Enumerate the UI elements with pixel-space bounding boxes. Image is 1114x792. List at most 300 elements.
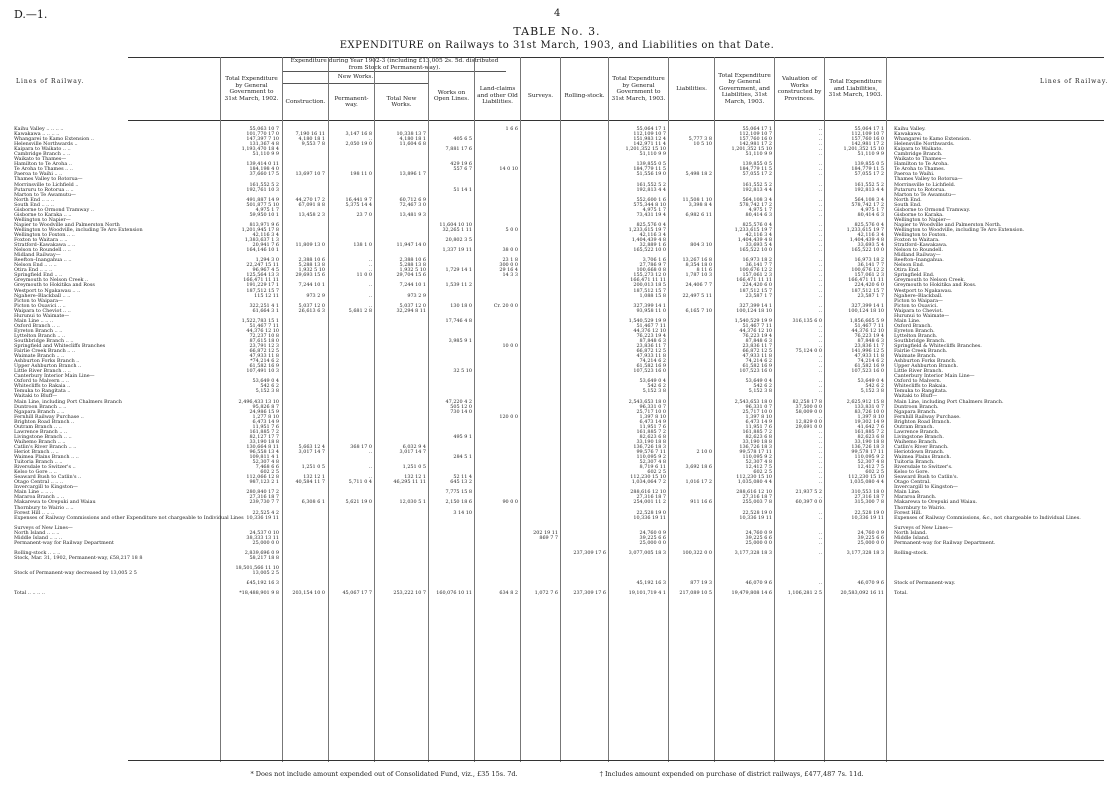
- cell-name: Napier to Woodville and Palmerston North: [14, 221, 120, 228]
- cell-perm: 5,375 14 4: [345, 201, 372, 208]
- cell-rname: Makarewa to Orepuki and Waiau.: [894, 499, 978, 506]
- cell-egt: 22,528 19 0: [742, 509, 772, 516]
- cell-name: Picton to Ouavici .. ..: [14, 302, 66, 309]
- cell-total: 66,872 12 5: [249, 348, 279, 355]
- cell-gtot: 107,523 16 0: [633, 368, 666, 375]
- cell-constr: 11,809 13 0: [295, 242, 325, 249]
- cell-total: 101,770 17 0: [246, 131, 279, 138]
- cell-land: 38 0 0: [502, 247, 518, 254]
- cell-tel: 184,779 11 5: [851, 166, 884, 173]
- cell-name: North End .. .. ..: [14, 196, 55, 203]
- cell-val: ..: [818, 237, 822, 244]
- cell-liab: 100,322 0 0: [682, 549, 712, 556]
- cell-tel: 157,061 2 3: [854, 272, 884, 279]
- cell-tel: 2,625,912 15 8: [846, 398, 884, 405]
- cell-name: Waihemo Branch .. ..: [14, 438, 66, 445]
- cell-perm: ..: [368, 464, 372, 471]
- cell-val: ..: [818, 327, 822, 334]
- cell-egt: 1,404,439 4 8: [737, 237, 772, 244]
- cell-rname: Canterbury Interior Main Line—: [894, 373, 975, 380]
- cell-open: 52 11 4: [453, 474, 472, 481]
- cell-total: 192,761 10 3: [246, 186, 279, 193]
- cell-tnw: 7,244 10 1: [399, 282, 426, 289]
- cell-gtot: 602 2 5: [647, 469, 666, 476]
- cell-tel: 55,064 17 1: [854, 126, 884, 132]
- cell-rname: Ashburton Forks Branch.: [894, 358, 957, 365]
- cell-constr: 973 2 9: [306, 292, 325, 299]
- cell-liab: 5,498 18 2: [685, 171, 712, 178]
- cell-egt: 157,760 16 0: [739, 136, 772, 143]
- cell-open: 160,076 10 11: [436, 590, 472, 597]
- cell-gtot: 161,885 7 2: [636, 428, 666, 435]
- cell-egt: 66,872 12 5: [742, 348, 772, 355]
- cell-val: ..: [818, 454, 822, 461]
- cell-tel: 1,035,080 4 4: [849, 479, 884, 486]
- cell-rname: Helensville Northwards.: [894, 141, 955, 148]
- cell-liab: 3,398 8 4: [688, 201, 712, 208]
- cell-tnw: 973 2 9: [407, 292, 426, 299]
- cell-gtot: 6,473 14 9: [639, 418, 666, 425]
- header-permanent-way: Permanent-way.: [328, 84, 374, 120]
- cell-tel: 33,190 18 8: [854, 438, 884, 445]
- cell-tel: 25,000 0 0: [857, 539, 884, 546]
- cell-rname: Temuka to Rangitata.: [894, 388, 948, 395]
- cell-open: 505 12 0: [450, 403, 472, 410]
- cell-tel: 161,552 5 2: [854, 181, 884, 188]
- cell-name: Fernhill Railway Purchase ..: [14, 413, 84, 420]
- cell-val: ..: [818, 474, 822, 481]
- cell-val: 60,397 0 0: [795, 499, 822, 506]
- cell-gtot: 139,855 0 5: [636, 161, 666, 168]
- cell-rname: Reefton–Inangahua.: [894, 257, 944, 264]
- cell-tnw: 6,032 9 4: [402, 443, 426, 450]
- cell-total: 602 2 5: [260, 469, 279, 476]
- cell-val: 316,135 6 0: [792, 317, 822, 324]
- cell-constr: 26,613 6 3: [298, 307, 325, 314]
- header-total-exp-liab: Total Expenditure by General Government, and Liabilities, 31st March, 1903.: [714, 58, 774, 120]
- cell-tel: 165,522 10 0: [851, 247, 884, 254]
- cell-liab: 217,089 10 5: [679, 590, 712, 597]
- cell-val: ..: [818, 307, 822, 314]
- header-works-open: Works on Open Lines.: [428, 72, 474, 120]
- cell-gtot: 53,649 0 4: [639, 378, 666, 385]
- cell-val: ..: [818, 272, 822, 279]
- cell-open: 32,265 1 11: [442, 226, 472, 233]
- cell-gtot: 32,889 1 6: [639, 242, 666, 249]
- cell-tnw: 11,604 6 8: [399, 141, 426, 148]
- cell-egt: 82,623 6 8: [745, 433, 772, 440]
- cell-tel: 187,512 15 7: [851, 287, 884, 294]
- cell-roll: 237,309 17 6: [573, 549, 606, 556]
- cell-rname: Kelso to Gore.: [894, 469, 930, 476]
- cell-rname: Kaihu Valley.: [894, 126, 926, 132]
- cell-tel: 107,523 16 0: [851, 368, 884, 375]
- cell-tel: 100,124 18 10: [848, 307, 884, 314]
- footnotes: [0, 770, 1114, 778]
- cell-tel: 51,110 9 9: [857, 151, 884, 158]
- cell-egt: 12,412 7 5: [745, 464, 772, 471]
- cell-name: Otago Central .. .. ..: [14, 479, 64, 486]
- cell-open: 2,150 18 6: [445, 499, 472, 506]
- cell-total: 95,826 8 7: [252, 403, 279, 410]
- cell-tel: 4,975 1 7: [860, 206, 884, 213]
- cell-tel: 27,316 18 7: [854, 494, 884, 501]
- header-total-exp-1902: Total Expenditure by General Government to 31st March, 1902.: [220, 58, 282, 120]
- cell-total: 25,000 0 0: [252, 539, 279, 546]
- cell-tel: 57,055 17 2: [854, 171, 884, 178]
- cell-tnw: 32,294 8 11: [396, 307, 426, 314]
- cell-tnw: 13,481 9 3: [399, 211, 426, 218]
- cell-rname: Midland Railway—: [894, 252, 941, 259]
- cell-tel: 166,471 11 11: [848, 277, 884, 284]
- cell-val: ..: [818, 343, 822, 350]
- cell-val: ..: [818, 262, 822, 269]
- cell-rname: Oxford to Malvern.: [894, 378, 942, 385]
- page-number: 4: [554, 8, 561, 19]
- cell-rname: Otago Central.: [894, 479, 931, 486]
- header-total-exp-and-liab: Total Expenditure and Liabilities, 31st March, 1903.: [824, 58, 886, 120]
- cell-perm: ..: [368, 267, 372, 274]
- cell-rname: Westport to Ngakawau.: [894, 287, 953, 294]
- cell-egt: 578,742 17 2: [739, 201, 772, 208]
- cell-tel: 47,933 11 8: [854, 353, 884, 360]
- cell-constr: 1,932 5 10: [298, 267, 325, 274]
- cell-val: ..: [818, 196, 822, 203]
- cell-egt: 825,576 0 4: [742, 221, 772, 228]
- cell-egt: 165,522 10 0: [739, 247, 772, 254]
- cell-gtot: 33,190 18 8: [636, 438, 666, 445]
- cell-tel: 327,399 14 1: [851, 302, 884, 309]
- cell-val: ..: [818, 529, 822, 536]
- cell-egt: 1,540,529 19 9: [734, 317, 772, 324]
- cell-val: ..: [818, 337, 822, 344]
- cell-egt: 47,933 11 8: [742, 353, 772, 360]
- cell-gtot: 42,116 3 4: [639, 231, 666, 238]
- cell-egt: 10,336 19 11: [739, 514, 772, 521]
- cell-total: 42,116 3 4: [252, 231, 279, 238]
- cell-rname: Greymouth to Hokitika and Ross.: [894, 282, 977, 289]
- cell-tel: 23,587 1 7: [857, 292, 884, 299]
- cell-tnw: 12,030 5 1: [399, 499, 426, 506]
- cell-rname: Seaward Bush to Catlin's.: [894, 474, 959, 481]
- cell-name: Middle Island .. .. ..: [14, 534, 63, 541]
- cell-gtot: 552,600 1 6: [636, 196, 666, 203]
- cell-gtot: 112,109 10 7: [633, 131, 666, 138]
- cell-liab: 13,267 16 8: [682, 257, 712, 264]
- cell-liab: 5,777 3 8: [688, 136, 712, 143]
- cell-val: ..: [818, 433, 822, 440]
- cell-tel: 44,376 12 10: [851, 327, 884, 334]
- cell-egt: 39,225 6 6: [745, 534, 772, 541]
- cell-land: 10 0 0: [502, 343, 518, 350]
- cell-val: 29,691 0 0: [795, 423, 822, 430]
- cell-perm: 5,711 0 4: [348, 479, 372, 486]
- cell-name: Lawrence Branch .. ..: [14, 428, 68, 435]
- cell-egt: 100,124 18 10: [736, 307, 772, 314]
- cell-tel: 542 6 2: [865, 383, 884, 390]
- cell-open: 3,985 9 1: [448, 337, 472, 344]
- cell-name: Midland Railway—: [14, 252, 61, 259]
- cell-tel: 46,070 9 6: [857, 580, 884, 587]
- cell-gtot: 5,152 3 8: [642, 388, 666, 395]
- cell-name: Wellington to Woodville, including Te Aro Extension: [14, 226, 143, 233]
- cell-perm: ..: [368, 302, 372, 309]
- cell-constr: 7,244 10 1: [298, 282, 325, 289]
- cell-tel: 36,141 7 7: [857, 262, 884, 269]
- cell-total: 58,217 18 8: [249, 554, 279, 561]
- cell-name: Riversdale to Switzer's ..: [14, 464, 76, 471]
- cell-rname: Fernhill Railway Purchase.: [894, 413, 961, 420]
- cell-land: Cr. 20 0 0: [493, 302, 518, 309]
- cell-egt: 11,951 7 6: [745, 423, 772, 430]
- cell-liab: 11,508 1 10: [682, 196, 712, 203]
- cell-rname: Livingstone Branch.: [894, 433, 944, 440]
- cell-name: Livingstone Branch .. ..: [14, 433, 72, 440]
- cell-val: ..: [818, 221, 822, 228]
- cell-egt: 76,223 19 4: [742, 332, 772, 339]
- cell-val: ..: [818, 322, 822, 329]
- cell-egt: 166,471 11 11: [736, 277, 772, 284]
- cell-rname: Marton to Te Awamutu—: [894, 191, 956, 198]
- cell-rname: Kaipara to Waikato.: [894, 146, 943, 153]
- cell-total: 52,307 4 8: [252, 459, 279, 466]
- cell-total: 1,522,783 15 1: [241, 317, 279, 324]
- cell-gtot: 8,719 6 11: [639, 464, 666, 471]
- cell-rname: Main Line, including Port Chalmers Branch.: [894, 398, 1004, 405]
- cell-open: 429 19 6: [450, 161, 472, 168]
- cell-val: ..: [818, 353, 822, 360]
- cell-total: 4,975 1 7: [255, 206, 279, 213]
- cell-land: 14 3 3: [502, 272, 518, 279]
- cell-egt: 16,973 18 2: [742, 257, 772, 264]
- cell-liab: 2 10 0: [696, 449, 712, 455]
- cell-total: 131,367 4 8: [249, 141, 279, 148]
- cell-name: Whangarei to Kamo Extension ..: [14, 136, 94, 143]
- cell-gtot: 61,582 16 9: [636, 363, 666, 370]
- cell-tel: 310,553 18 0: [851, 489, 884, 496]
- header-new-works: New Works.: [282, 72, 428, 84]
- cell-rname: Fairlie Creek Branch.: [894, 348, 948, 355]
- cell-tel: 82,623 6 8: [857, 433, 884, 440]
- cell-liab: 3,692 18 6: [685, 464, 712, 471]
- page-code: D.—1.: [14, 8, 48, 21]
- cell-name: Reefton–Inangahua .. ..: [14, 257, 72, 264]
- cell-val: ..: [818, 131, 822, 138]
- header-construction: Construction.: [282, 84, 328, 120]
- cell-name: Waimea Plains Branch .. ..: [14, 454, 79, 461]
- cell-total: 11,951 7 6: [252, 423, 279, 430]
- cell-name: Whitecliffs to Rakaia ..: [14, 383, 71, 390]
- cell-tel: 1,233,615 19 7: [846, 226, 884, 233]
- cell-tel: 16,973 18 2: [854, 257, 884, 264]
- cell-land: 90 0 0: [502, 499, 518, 506]
- cell-rname: Tuitoria Branch.: [894, 459, 935, 466]
- cell-tel: 24,760 0 9: [857, 529, 884, 536]
- cell-egt: 53,649 0 4: [745, 378, 772, 385]
- cell-egt: 4,975 1 7: [748, 206, 772, 213]
- cell-egt: 142,981 17 2: [739, 141, 772, 148]
- cell-rname: Permanent-way for Railway Department.: [894, 539, 996, 546]
- cell-egt: 107,523 16 0: [739, 368, 772, 375]
- cell-name: Cambridge Branch .. ..: [14, 151, 71, 158]
- cell-rname: Southbridge Branch.: [894, 337, 946, 344]
- cell-total: 147,397 7 10: [246, 136, 279, 143]
- cell-name: Gisborne to Karaka .. ..: [14, 211, 72, 218]
- cell-rname: Forest Hill.: [894, 509, 922, 516]
- cell-val: ..: [818, 186, 822, 193]
- cell-egt: 161,552 5 2: [742, 181, 772, 188]
- cell-total: *18,488,901 9 8: [239, 590, 279, 597]
- cell-total: 280,840 17 2: [246, 489, 279, 496]
- cell-total: 22,525 4 2: [252, 509, 279, 516]
- cell-name: Putaruru to Rotorua .. ..: [14, 186, 74, 193]
- cell-liab: 877 19 3: [690, 580, 712, 587]
- cell-total: 24,986 15 9: [249, 408, 279, 415]
- cell-tnw: 11,947 14 0: [396, 242, 426, 249]
- cell-name: North Island .. .. ..: [14, 529, 60, 536]
- cell-gtot: 45,192 16 3: [636, 580, 666, 587]
- cell-tel: 33,693 5 4: [857, 242, 884, 249]
- cell-val: ..: [818, 378, 822, 385]
- cell-name: Brighton Road Branch ..: [14, 418, 75, 425]
- cell-open: 1,337 19 11: [442, 247, 472, 254]
- cell-perm: 3,147 16 8: [345, 131, 372, 138]
- cell-total: 1,201,945 17 8: [241, 226, 279, 233]
- cell-val: ..: [818, 388, 822, 395]
- cell-liab: 911 16 6: [690, 499, 712, 506]
- cell-liab: 804 3 10: [690, 242, 712, 249]
- cell-gtot: 73,431 19 4: [636, 211, 666, 218]
- cell-tel: 74,214 6 2: [857, 358, 884, 365]
- cell-name: Hamilton to Te Aroha ..: [14, 161, 72, 168]
- cell-rname: Cambridge Branch.: [894, 151, 943, 158]
- cell-total: 1,193,470 18 4: [241, 146, 279, 153]
- cell-tel: 564,108 3 4: [854, 196, 884, 203]
- cell-val: ..: [818, 413, 822, 420]
- cell-total: 47,933 11 8: [249, 353, 279, 360]
- cell-land: 5 0 0: [505, 226, 518, 233]
- cell-rname: Gisborne to Karaka.: [894, 211, 944, 218]
- cell-egt: 55,064 17 1: [742, 126, 772, 132]
- cell-egt: 542 6 2: [753, 383, 772, 390]
- cell-total: 96,558 13 4: [249, 449, 279, 455]
- cell-tel: 602 2 5: [865, 469, 884, 476]
- cell-name: Greymouth to Nelson Creek ..: [14, 277, 89, 284]
- header-exp-during-year: Expenditure during Year 1902-3 (including £13,005 2s. 5d. distributed from Stock of Permanent-way).: [282, 58, 506, 72]
- cell-egt: 25,000 0 0: [745, 539, 772, 546]
- cell-name: Surveys of New Lines—: [14, 524, 73, 531]
- cell-val: 75,124 0 0: [795, 348, 822, 355]
- cell-egt: 23,587 1 7: [745, 292, 772, 299]
- cell-open: 3 14 10: [453, 509, 472, 516]
- cell-gtot: 55,064 17 1: [636, 126, 666, 132]
- cell-name: Helensville Northwards ..: [14, 141, 78, 148]
- cell-tnw: 46,295 11 11: [393, 479, 426, 486]
- cell-rname: Oxford Branch.: [894, 322, 932, 329]
- cell-egt: 46,070 9 6: [745, 580, 772, 587]
- cell-perm: ..: [368, 449, 372, 455]
- cell-name: Canterbury Interior Main Line—: [14, 373, 95, 380]
- cell-tnw: 60,712 6 9: [399, 196, 426, 203]
- cell-perm: 198 11 0: [350, 171, 372, 178]
- cell-name: Waikato to Thames—: [14, 156, 67, 163]
- cell-name: Wellington to Napier—: [14, 216, 71, 223]
- cell-val: ..: [818, 267, 822, 274]
- cell-total: 10,336 19 11: [246, 514, 279, 521]
- cell-rname: Waitaki to Bluff—: [894, 393, 938, 400]
- cell-constr: 1,251 0 5: [301, 464, 325, 471]
- cell-rname: Hurunui to Waimate—: [894, 312, 950, 319]
- cell-val: ..: [818, 449, 822, 455]
- cell-gtot: 1,397 8 10: [639, 413, 666, 420]
- cell-tel: 61,582 16 9: [854, 363, 884, 370]
- cell-rname: Stock of Permanent-way.: [894, 580, 956, 587]
- cell-rname: Napier to Woodville and Palmerston North.: [894, 221, 1002, 228]
- cell-tel: 22,528 19 0: [854, 509, 884, 516]
- cell-name: Expenses of Railway Commissions and other Expenditure not chargeable to Individual Lines: [14, 514, 244, 521]
- cell-total: 109,811 4 1: [249, 454, 279, 461]
- cell-tel: 5,152 3 8: [860, 388, 884, 395]
- table-header: [128, 57, 1104, 121]
- cell-rname: Brighton Road Branch.: [894, 418, 952, 425]
- cell-rname: Waipara to Cheviot.: [894, 307, 943, 314]
- cell-egt: 25,717 10 0: [742, 408, 772, 415]
- cell-gtot: 1,034,064 7 2: [631, 479, 666, 486]
- cell-gtot: 4,975 1 7: [642, 206, 666, 213]
- cell-gtot: 47,933 11 8: [636, 353, 666, 360]
- cell-name: Nelson to Roundell .. ..: [14, 247, 71, 254]
- cell-val: ..: [818, 181, 822, 188]
- cell-roll: 237,309 17 6: [573, 590, 606, 597]
- cell-egt: 288,616 12 10: [736, 489, 772, 496]
- cell-gtot: 11,951 7 6: [639, 423, 666, 430]
- cell-gtot: 87,848 6 3: [639, 337, 666, 344]
- cell-val: 82,258 17 8: [792, 398, 822, 405]
- cell-surv: 1,072 7 6: [534, 590, 558, 597]
- cell-tel: 53,649 0 4: [857, 378, 884, 385]
- cell-rname: Gisborne to Ormond Tramway.: [894, 206, 971, 213]
- cell-name: Little River Branch .. ..: [14, 368, 71, 375]
- cell-total: 164,146 10 1: [246, 247, 279, 254]
- cell-egt: 57,055 17 2: [742, 171, 772, 178]
- cell-val: ..: [818, 443, 822, 450]
- cell-total: 61,664 3 1: [252, 307, 279, 314]
- cell-constr: 5,288 13 8: [298, 262, 325, 269]
- cell-egt: 139,855 0 5: [742, 161, 772, 168]
- cell-gtot: 2,543,653 18 0: [628, 398, 666, 405]
- cell-constr: 4,180 18 1: [298, 136, 325, 143]
- cell-name: Outram Branch .. ..: [14, 423, 62, 430]
- cell-perm: ..: [368, 282, 372, 289]
- cell-land: 23 1 8: [502, 257, 518, 264]
- cell-val: ..: [818, 428, 822, 435]
- cell-gtot: 142,971 11 4: [633, 141, 666, 148]
- cell-gtot: 25,717 10 0: [636, 408, 666, 415]
- cell-gtot: 575,344 8 10: [633, 201, 666, 208]
- cell-rname: South End.: [894, 201, 922, 208]
- cell-rname: Picton to Waipara—: [894, 297, 943, 304]
- cell-total: £45,192 16 3: [246, 580, 279, 587]
- cell-total: 27,316 18 7: [249, 494, 279, 501]
- cell-total: 22,247 15 11: [246, 262, 279, 269]
- cell-name: Oxford to Malvern .. ..: [14, 378, 69, 385]
- cell-open: 730 14 0: [450, 408, 472, 415]
- cell-name: Westport to Ngakawau .. ..: [14, 287, 81, 294]
- cell-val: ..: [818, 136, 822, 143]
- cell-gtot: 27,786 9 7: [639, 262, 666, 269]
- cell-perm: ..: [368, 262, 372, 269]
- cell-tnw: 132 12 1: [404, 474, 426, 481]
